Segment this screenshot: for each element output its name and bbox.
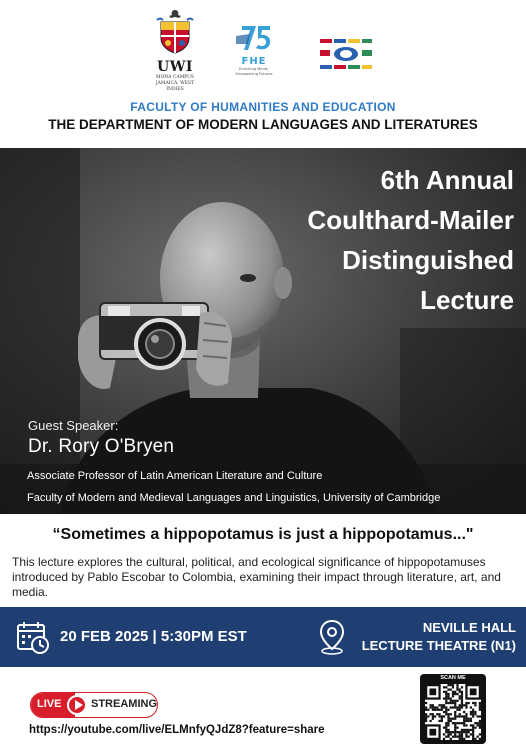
uwi-logo xyxy=(148,6,202,94)
department-name: THE DEPARTMENT OF MODERN LANGUAGES AND LITERATURES xyxy=(48,117,478,132)
speaker-institution: Faculty of Modern and Medieval Languages and Linguistics, University of Cambridge xyxy=(27,492,441,504)
event-date-time: 20 FEB 2025 | 5:30PM EST xyxy=(60,628,247,645)
speaker-position: Associate Professor of Latin American Literature and Culture xyxy=(27,470,323,482)
fhe-logo-subtext: Enriching Minds, Empowering Futures xyxy=(235,67,273,76)
live-label: LIVE xyxy=(37,698,62,710)
lecture-title-line: Coulthard-Mailer xyxy=(307,205,514,235)
lecture-description: This lecture explores the cultural, political, and ecological significance of hippopotamuses introduced by Pablo Escobar to Colombia, examining their impact through literature, art, and media. xyxy=(12,555,501,599)
fhe-logo xyxy=(228,22,280,82)
uwi-logo-text: UWI xyxy=(157,59,193,75)
event-venue xyxy=(362,619,516,655)
venue-line: NEVILLE HALL xyxy=(422,620,516,635)
lecture-quote: “Sometimes a hippopotamus is just a hippopotamus..." xyxy=(52,526,474,543)
lecture-title-line: 6th Annual xyxy=(380,165,514,195)
department-logo-icon xyxy=(318,36,374,72)
faculty-name: FACULTY OF HUMANITIES AND EDUCATION xyxy=(130,100,396,114)
live-streaming-badge xyxy=(30,692,158,718)
uwi-logo-subtext: MONA CAMPUS JAMAICA, WEST INDIES xyxy=(155,75,195,92)
header xyxy=(0,0,526,148)
streaming-label: STREAMING xyxy=(91,698,157,710)
play-icon xyxy=(67,695,87,715)
qr-code-icon xyxy=(425,684,481,740)
qr-label: SCAN ME xyxy=(440,675,466,681)
calendar-clock-icon xyxy=(16,620,50,654)
uwi-crest-icon xyxy=(155,8,195,54)
stream-url[interactable]: https://youtube.com/live/ELMnfyQJdZ8?feature=share xyxy=(29,724,325,736)
lecture-title-line: Lecture xyxy=(420,285,514,315)
fhe-logo-text: FHE xyxy=(241,56,267,67)
speaker-photo-section xyxy=(0,148,526,514)
lecture-title-line: Distinguished xyxy=(342,245,514,275)
qr-code[interactable] xyxy=(420,674,486,744)
lecture-title xyxy=(307,160,514,320)
guest-speaker-label: Guest Speaker: xyxy=(28,418,119,433)
speaker-name: Dr. Rory O'Bryen xyxy=(28,436,175,457)
event-info-band xyxy=(0,607,526,667)
fhe-75-icon xyxy=(228,22,280,52)
location-pin-icon xyxy=(318,619,346,655)
venue-line: LECTURE THEATRE (N1) xyxy=(361,638,516,653)
